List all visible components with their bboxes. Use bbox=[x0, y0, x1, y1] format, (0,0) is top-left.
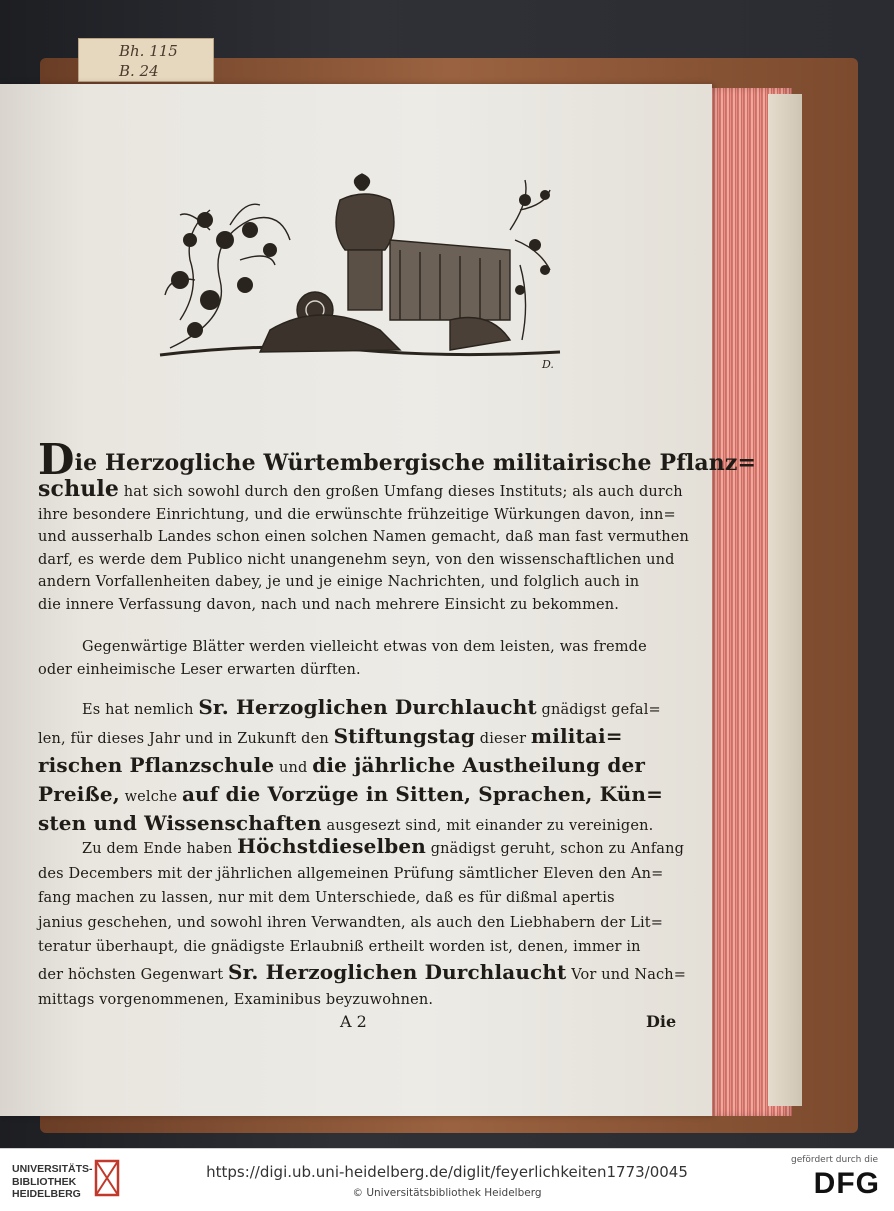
engraver-signature: D. bbox=[542, 358, 554, 370]
p4-emph-hoechstdieselben: Höchstdieselben bbox=[237, 834, 426, 858]
paragraph-2-line-1: Gegenwärtige Blätter werden vielleicht etwas von dem leisten, was fremde bbox=[82, 639, 647, 655]
paragraph-1-line-1 bbox=[38, 435, 757, 484]
p3-emph-vorzuege: auf die Vorzüge in Sitten, Sprachen, Kün= bbox=[181, 782, 663, 806]
paragraph-1-line-7: die innere Verfassung davon, nach und nach mehrere Einsicht zu bekommen. bbox=[38, 596, 619, 613]
viewer-footer bbox=[0, 1148, 894, 1211]
permalink-url[interactable]: https://digi.ub.uni-heidelberg.de/diglit/feyerlichkeiten1773/0045 bbox=[206, 1163, 688, 1181]
catchword: Die bbox=[646, 1012, 677, 1031]
p3-emph-pflanzschule: rischen Pflanzschule bbox=[38, 753, 275, 777]
p4-text-6a: der höchsten Gegenwart bbox=[38, 966, 224, 983]
copyright-notice: © Universitätsbibliothek Heidelberg bbox=[352, 1187, 542, 1199]
paragraph-4-line-4: janius geschehen, und sowohl ihren Verwandten, als auch den Liebhabern der Lit= bbox=[38, 914, 664, 931]
paragraph-1-line-2-text: hat sich sowohl durch den großen Umfang dieses Instituts; als auch durch bbox=[123, 484, 683, 500]
logo-line-1: UNIVERSITÄTS- bbox=[12, 1163, 93, 1175]
paragraph-2-line-2: oder einheimische Leser erwarten dürften. bbox=[38, 661, 361, 678]
paragraph-3-line-2 bbox=[38, 723, 680, 752]
p4-emph-durchlaucht: Sr. Herzoglichen Durchlaucht bbox=[227, 959, 567, 984]
paragraph-3-line-4 bbox=[38, 781, 680, 810]
ornamental-vignette bbox=[150, 170, 570, 370]
p3-emph-austheilung: die jährliche Austheilung der bbox=[312, 753, 646, 777]
p3-emph-stiftungstag: Stiftungstag bbox=[333, 724, 476, 748]
p3-text-2a: len, für dieses Jahr und in Zukunft den bbox=[38, 731, 329, 747]
title-line-1: ie Herzogliche Würtembergische militairische Pflanz= bbox=[74, 450, 757, 476]
p3-text-1c: gnädigst gefal= bbox=[541, 702, 661, 718]
shelf-mark-label bbox=[78, 38, 214, 82]
paragraph-1 bbox=[38, 435, 757, 617]
paragraph-1-line-3: ihre besondere Einrichtung, und die erwünschte frühzeitige Würkungen davon, inn= bbox=[38, 506, 676, 523]
logo-line-2: BIBLIOTHEK bbox=[12, 1175, 77, 1188]
p4-text-6c: Vor und Nach= bbox=[571, 966, 687, 983]
p3-text-1a: Es hat nemlich bbox=[82, 702, 194, 718]
p3-emph-wissenschaften: sten und Wissenschaften bbox=[38, 811, 322, 835]
p3-text-2c: dieser bbox=[479, 731, 527, 747]
p3-text-4b: welche bbox=[124, 789, 178, 805]
p4-text-1c: gnädigst geruht, schon zu Anfang bbox=[430, 841, 685, 857]
paragraph-1-line-6: andern Vorfallenheiten dabey, je und je einige Nachrichten, und folglich auch in bbox=[38, 574, 640, 591]
paragraph-4-line-1 bbox=[38, 834, 685, 862]
paragraph-3-line-1 bbox=[38, 694, 680, 723]
paragraph-2 bbox=[38, 636, 680, 681]
shelf-mark-line-1: Bh. 115 bbox=[119, 42, 178, 60]
shelf-mark-line-2: B. 24 bbox=[119, 62, 159, 80]
logo-line-3: HEIDELBERG bbox=[12, 1188, 81, 1200]
paragraph-4-line-7: mittags vorgenommenen, Examinibus beyzuwohnen. bbox=[38, 991, 434, 1008]
paragraph-1-line-4: und ausserhalb Landes schon einen solchen Namen gemacht, daß man fast vermuthen bbox=[38, 529, 689, 546]
funder-note: gefördert durch die bbox=[791, 1155, 878, 1165]
paragraph-3-line-3 bbox=[38, 752, 680, 781]
initial-letter: D bbox=[38, 435, 75, 484]
paragraph-3 bbox=[38, 694, 680, 839]
p3-emph-durchlaucht: Sr. Herzoglichen Durchlaucht bbox=[198, 695, 537, 719]
title-line-2: schule bbox=[38, 476, 120, 502]
paragraph-1-line-5: darf, es werde dem Publico nicht unangenehm seyn, von den wissenschaftlichen und bbox=[38, 551, 675, 568]
signature-mark: A 2 bbox=[340, 1012, 367, 1031]
paragraph-4-line-2: des Decembers mit der jährlichen allgemeinen Prüfung sämtlicher Eleven den An= bbox=[38, 865, 664, 882]
paragraph-4-line-5: teratur überhaupt, die gnädigste Erlaubniß ertheilt worden ist, denen, immer in bbox=[38, 939, 641, 956]
paragraph-4-line-6 bbox=[38, 959, 687, 988]
p3-text-5b: ausgesezt sind, mit einander zu vereinigen. bbox=[326, 818, 654, 834]
dfg-logo[interactable]: DFG bbox=[813, 1167, 880, 1200]
p3-text-3b: und bbox=[279, 760, 308, 776]
p4-text-1a: Zu dem Ende haben bbox=[82, 841, 233, 857]
paragraph-1-line-2 bbox=[38, 476, 683, 504]
p3-emph-preisse: Preiße, bbox=[38, 782, 120, 806]
page-stack-edge bbox=[768, 94, 802, 1106]
p3-emph-militai: militai= bbox=[530, 724, 623, 748]
paragraph-4 bbox=[38, 834, 687, 1012]
paragraph-4-line-3: fang machen zu lassen, nur mit dem Unterschiede, daß es für dißmal apertis bbox=[38, 890, 615, 907]
